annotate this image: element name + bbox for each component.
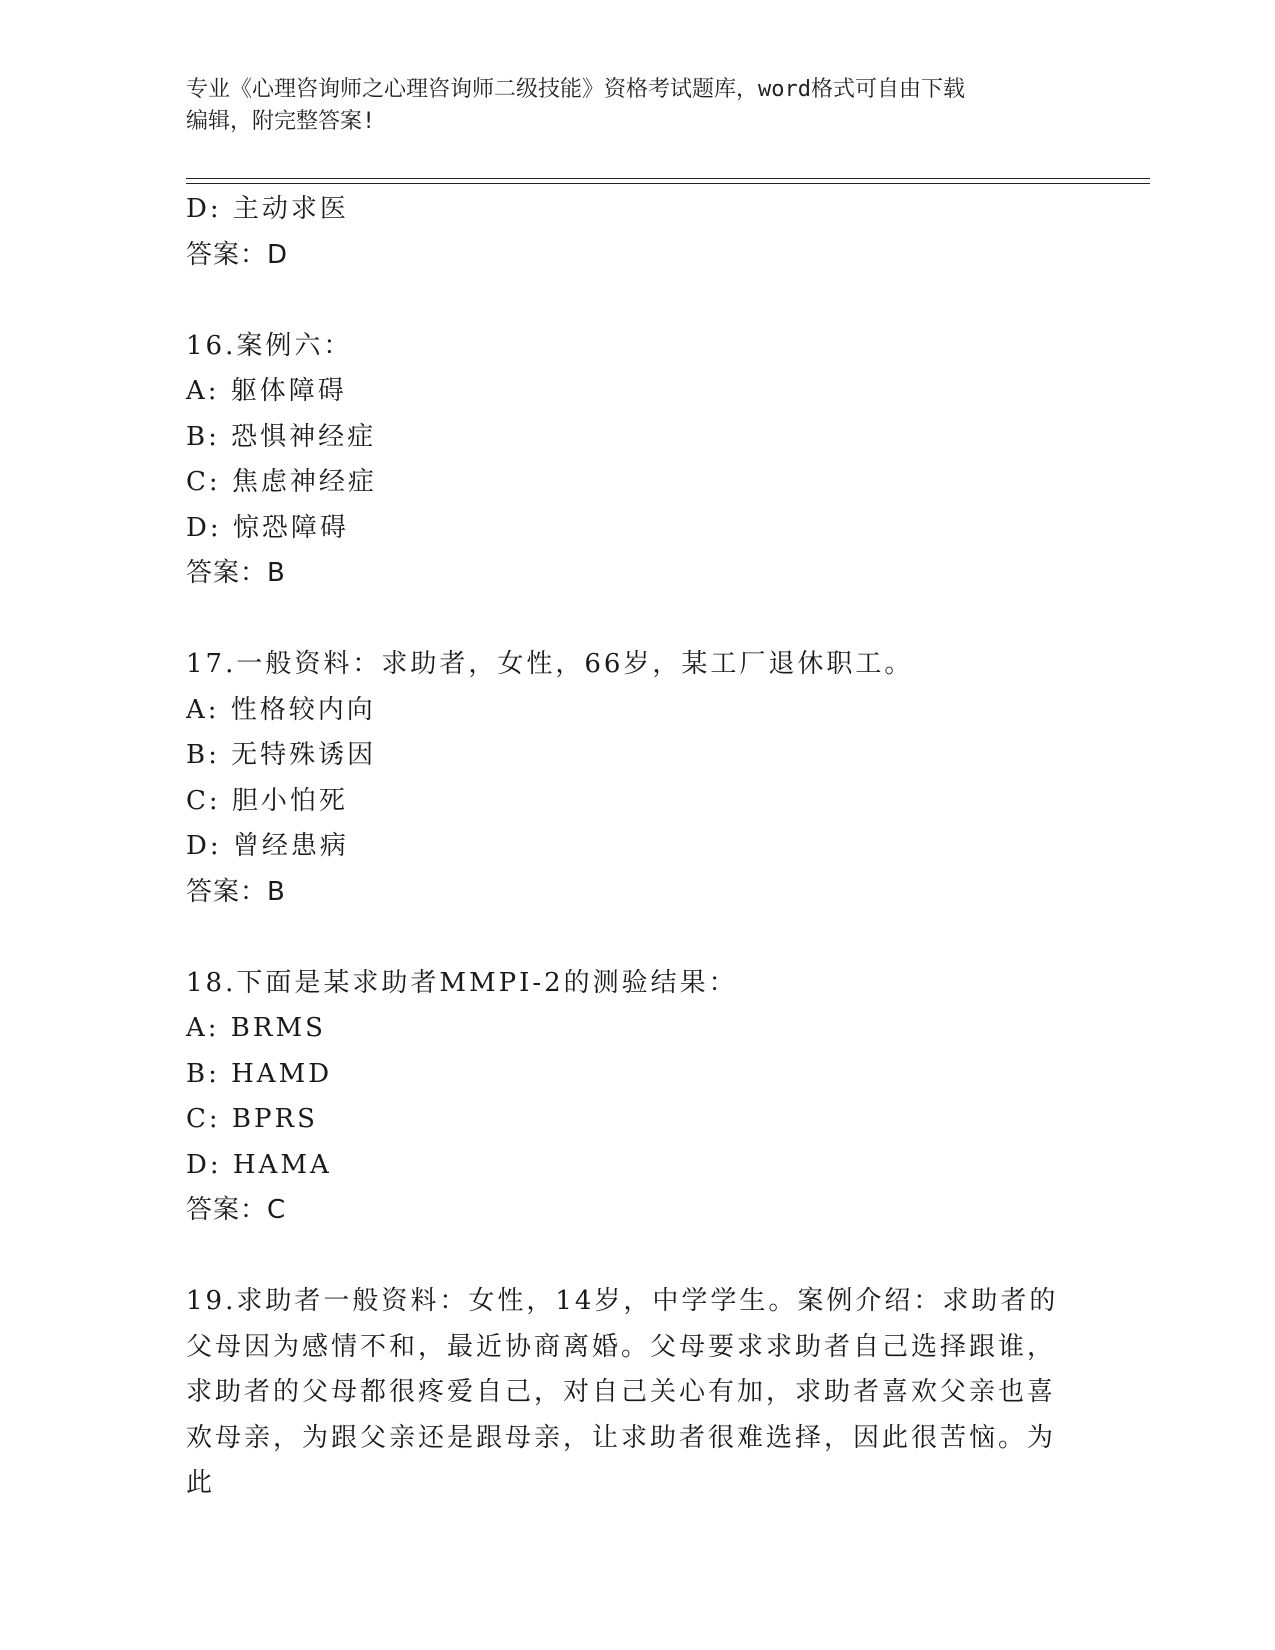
q16-option-d: D: 惊恐障碍 [186, 512, 349, 543]
header-rule-top [186, 178, 1150, 179]
question-15 [186, 187, 1086, 278]
q16-option-c: C: 焦虑神经症 [186, 467, 377, 497]
header-rule-bottom [186, 183, 1150, 184]
question-18 [186, 961, 1086, 1234]
header-line-1: 专业《心理咨询师之心理咨询师二级技能》资格考试题库，word格式可自由下载 [186, 77, 965, 102]
spacer [186, 1234, 1086, 1280]
question-17 [186, 642, 1086, 915]
q18-option-c: C: BPRS [186, 1104, 318, 1134]
q17-option-d: D: 曾经患病 [186, 831, 349, 861]
spacer [186, 278, 1086, 324]
q18-question: 18.下面是某求助者MMPI-2的测验结果： [186, 967, 738, 998]
q19-question: 19.求助者一般资料：女性，14岁，中学学生。案例介绍：求助者的父母因为感情不和，最近协商离婚。父母要求求助者自己选择跟谁，求助者的父母都很疼爱自己，对自己关心有加，求助者喜欢父亲也喜欢母亲，为跟父亲还是跟母亲，让求助者很难选择，因此很苦恼。为此 [186, 1286, 1059, 1498]
q16-answer: 答案：B [186, 558, 286, 588]
spacer [186, 597, 1086, 643]
q17-answer: 答案：B [186, 876, 286, 907]
question-16 [186, 324, 1086, 597]
q17-option-a: A: 性格较内向 [186, 694, 376, 725]
document-body [186, 187, 1086, 1507]
q17-option-c: C: 胆小怕死 [186, 785, 348, 816]
q17-option-b: B: 无特殊诱因 [186, 740, 377, 770]
q18-option-b: B: HAMD [186, 1058, 333, 1089]
spacer [186, 915, 1086, 961]
q16-question: 16.案例六： [186, 330, 353, 361]
q16-option-a: A: 躯体障碍 [186, 376, 347, 406]
q18-option-a: A: BRMS [186, 1013, 326, 1043]
q18-answer: 答案：C [186, 1195, 287, 1225]
page-header [186, 74, 1086, 138]
q15-option-d: D: 主动求医 [186, 194, 349, 224]
header-line-2: 编辑，附完整答案! [186, 109, 376, 134]
q16-option-b: B: 恐惧神经症 [186, 421, 377, 452]
q15-answer: 答案：D [186, 239, 289, 270]
question-19 [186, 1279, 1086, 1507]
q18-option-d: D: HAMA [186, 1149, 332, 1180]
q17-question: 17.一般资料：求助者，女性，66岁，某工厂退休职工。 [186, 649, 914, 679]
